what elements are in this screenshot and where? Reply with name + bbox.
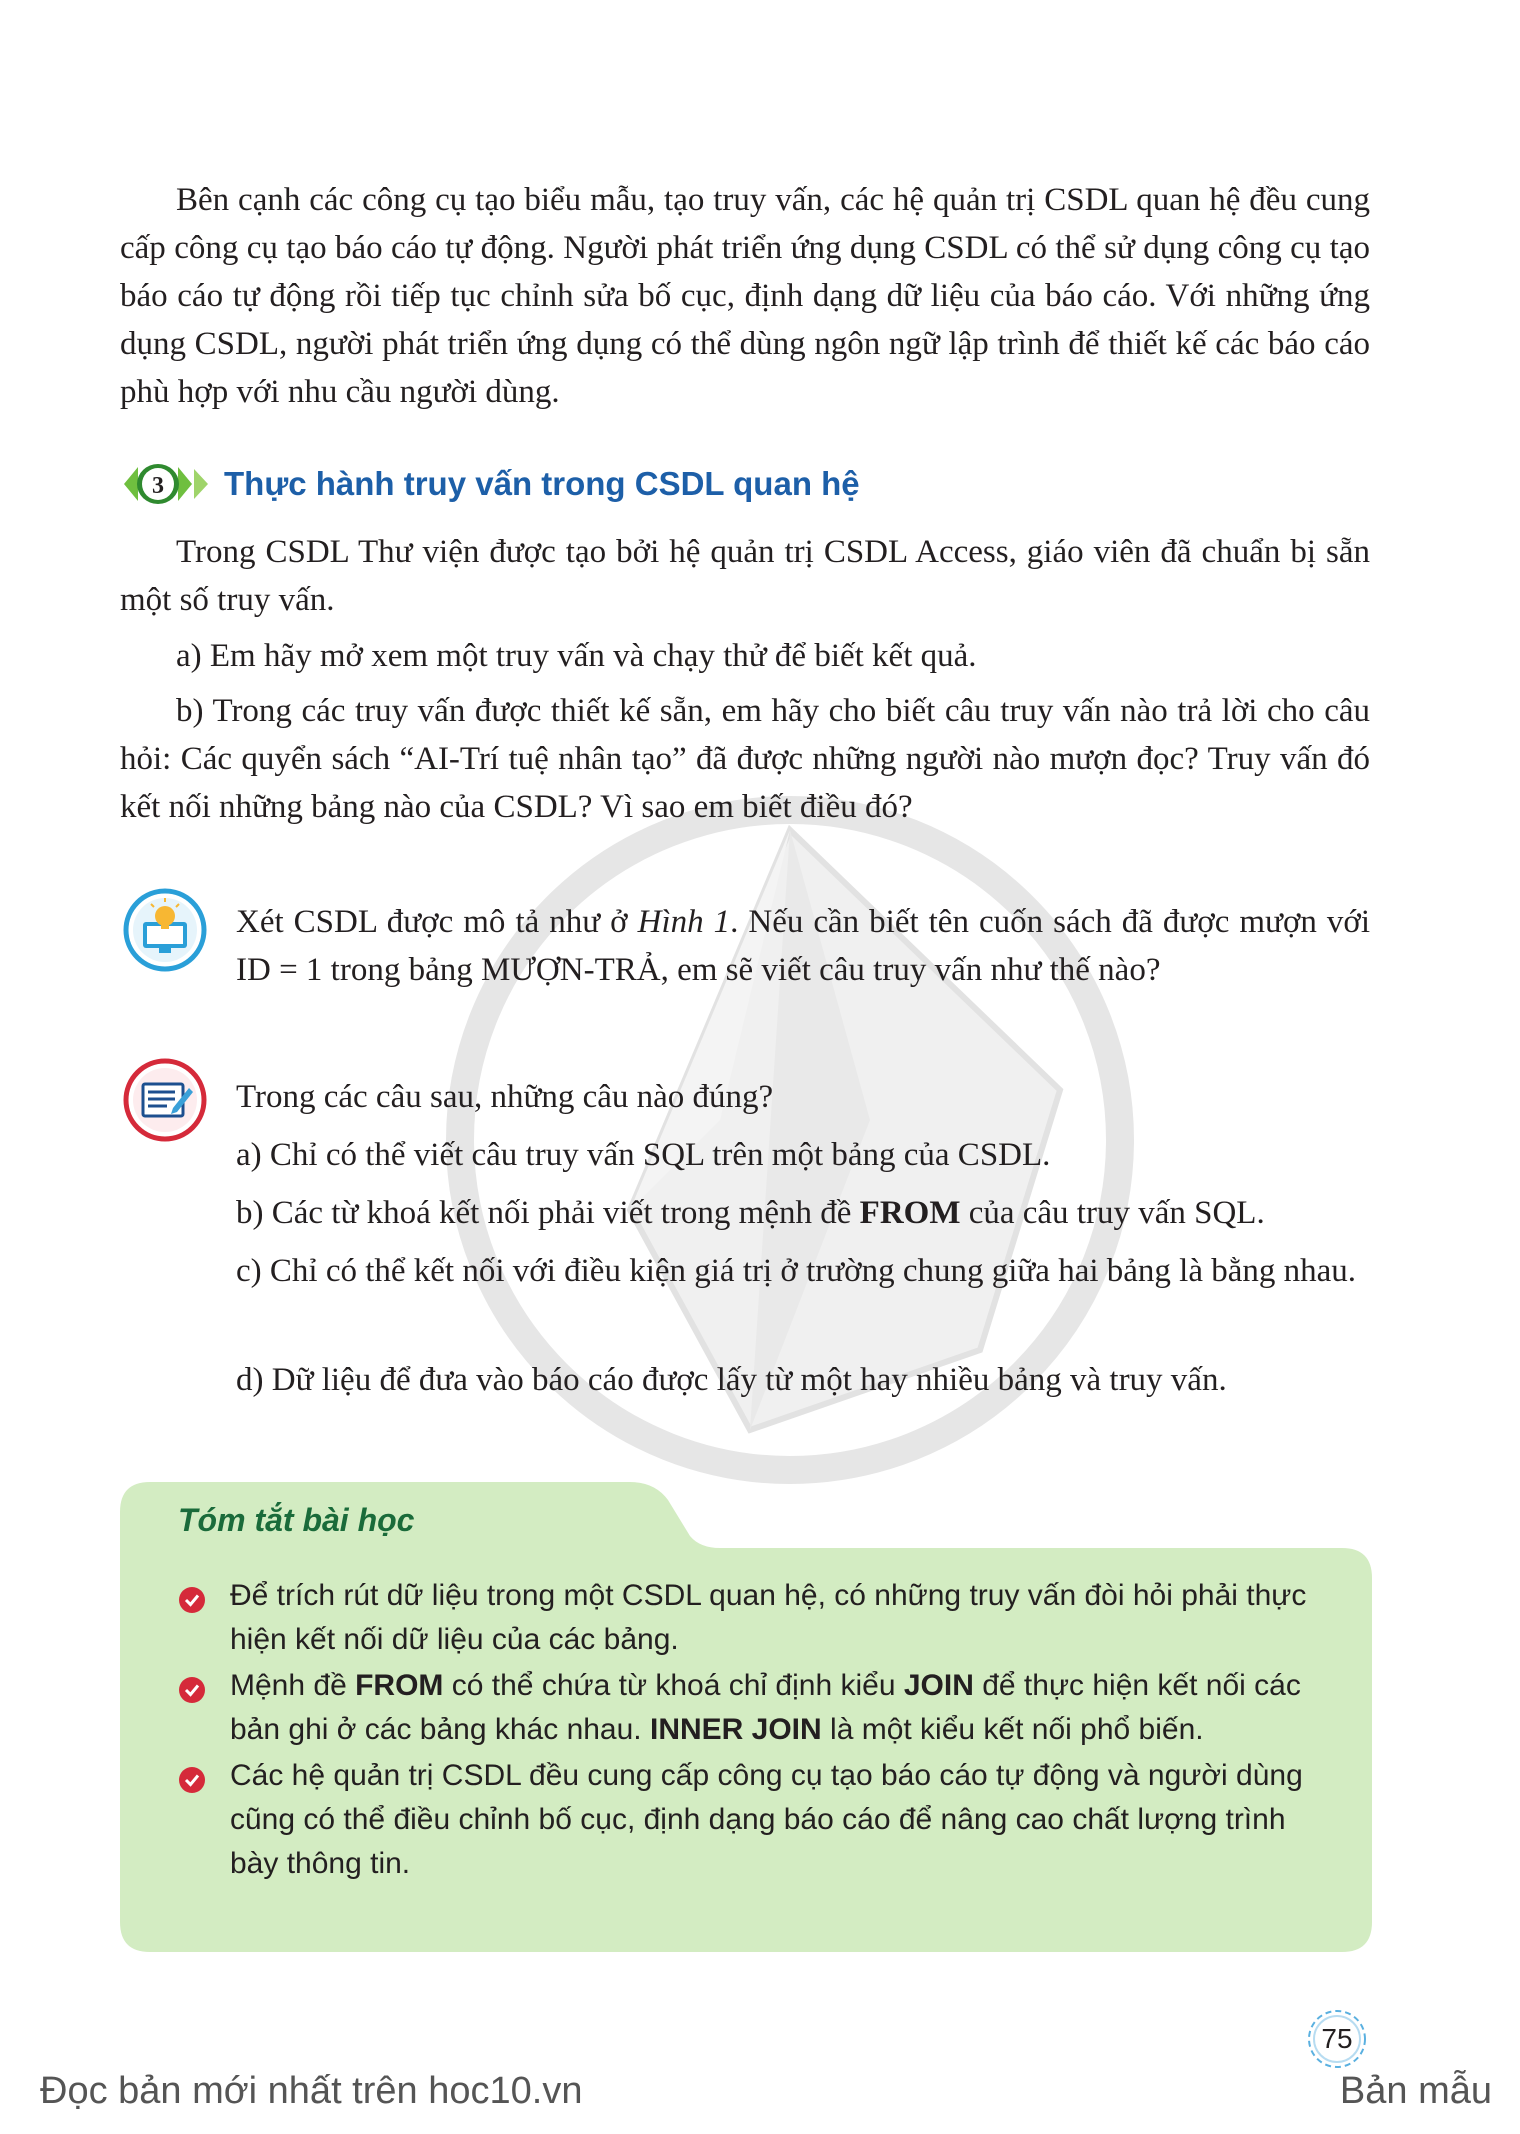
- footer-source-link[interactable]: Đọc bản mới nhất trên hoc10.vn: [40, 2070, 583, 2112]
- exercise-item-b-text-end: của câu truy vấn SQL.: [960, 1195, 1265, 1231]
- summary-item-2-keyword-inner-join: INNER JOIN: [649, 1713, 822, 1746]
- check-icon: [178, 1586, 206, 1614]
- exercise-item-d: d) Dữ liệu để đưa vào báo cáo được lấy từ một hay nhiều bảng và truy vấn.: [236, 1362, 1227, 1398]
- exercise-item-a: a) Chỉ có thể viết câu truy vấn SQL trên một bảng của CSDL.: [236, 1137, 1051, 1173]
- section-header: [122, 459, 860, 509]
- summary-item-2-keyword-join: JOIN: [903, 1669, 974, 1702]
- section-title: Thực hành truy vấn trong CSDL quan hệ: [224, 465, 860, 502]
- lesson-summary-box: [120, 1482, 1372, 1952]
- summary-title: Tóm tắt bài học: [178, 1502, 415, 1538]
- summary-item-2: [230, 1664, 1340, 1752]
- page-number: 75: [1321, 2023, 1353, 2054]
- summary-item-2-keyword-from: FROM: [355, 1669, 444, 1702]
- check-icon: [178, 1676, 206, 1704]
- exercise-item-c: c) Chỉ có thể kết nối với điều kiện giá trị ở trường chung giữa hai bảng là bằng nhau.: [236, 1253, 1357, 1289]
- section-number: 3: [152, 473, 164, 499]
- apply-text-before: Xét CSDL được mô tả như ở: [236, 904, 638, 940]
- section-paragraph: Trong CSDL Thư viện được tạo bởi hệ quản trị CSDL Access, giáo viên đã chuẩn bị sẵn một số truy vấn.: [120, 534, 1370, 618]
- section-item-b: b) Trong các truy vấn được thiết kế sẵn, em hãy cho biết câu truy vấn nào trả lời cho câu hỏi: Các quyển sách “AI-Trí tuệ nhân tạo” đã được những người nào mượn đọc? Truy vấn đó kết nối những bảng nào của CSDL? Vì sao em biết điều đó?: [120, 693, 1370, 825]
- apply-text-after: . Nếu cần biết tên cuốn sách đã được mượn với ID = 1 trong bảng MƯỢN-TRẢ, em sẽ viết câu truy vấn như thế nào?: [236, 904, 1371, 988]
- exercise-item-b: [236, 1189, 1370, 1237]
- summary-item-2-text-2: có thể chứa từ khoá chỉ định kiểu: [443, 1669, 904, 1702]
- apply-question: [236, 898, 1370, 994]
- intro-paragraph: Bên cạnh các công cụ tạo biểu mẫu, tạo truy vấn, các hệ quản trị CSDL quan hệ đều cung cấp công cụ tạo báo cáo tự động. Người phát triển ứng dụng CSDL có thể sử dụng công cụ tạo báo cáo tự động rồi tiếp tục chỉnh sửa bố cục, định dạng dữ liệu của báo cáo. Với những ứng dụng CSDL, người phát triển ứng dụng có thể dùng ngôn ngữ lập trình để thiết kế các báo cáo phù hợp với nhu cầu người dùng.: [120, 182, 1370, 410]
- summary-item-3: Các hệ quản trị CSDL đều cung cấp công cụ tạo báo cáo tự động và người dùng cũng có thể điều chỉnh bố cục, định dạng báo cáo để nâng cao chất lượng trình bày thông tin.: [230, 1759, 1303, 1880]
- footer-sample-label: Bản mẫu: [1339, 2070, 1492, 2112]
- lightbulb-monitor-icon: [123, 888, 207, 972]
- summary-item-2-text-4: là một kiểu kết nối phổ biến.: [821, 1713, 1204, 1746]
- exercise-question: Trong các câu sau, những câu nào đúng?: [236, 1079, 774, 1115]
- summary-item-2-text-1: Mệnh đề: [230, 1669, 356, 1702]
- notebook-pen-icon: [123, 1058, 207, 1142]
- section-number-badge: [122, 459, 208, 509]
- summary-item-1: Để trích rút dữ liệu trong một CSDL quan hệ, có những truy vấn đòi hỏi phải thực hiện kết nối dữ liệu của các bảng.: [230, 1579, 1307, 1656]
- exercise-item-b-text: b) Các từ khoá kết nối phải viết trong mệnh đề: [236, 1195, 860, 1231]
- exercise-item-b-keyword: FROM: [859, 1195, 961, 1231]
- summary-item-2-text-3: để thực hiện kết nối các bản ghi ở các bảng khác nhau.: [230, 1669, 1301, 1746]
- check-icon: [178, 1766, 206, 1794]
- section-item-a: a) Em hãy mở xem một truy vấn và chạy thử để biết kết quả.: [176, 638, 977, 674]
- apply-figure-ref: Hình 1: [637, 904, 731, 940]
